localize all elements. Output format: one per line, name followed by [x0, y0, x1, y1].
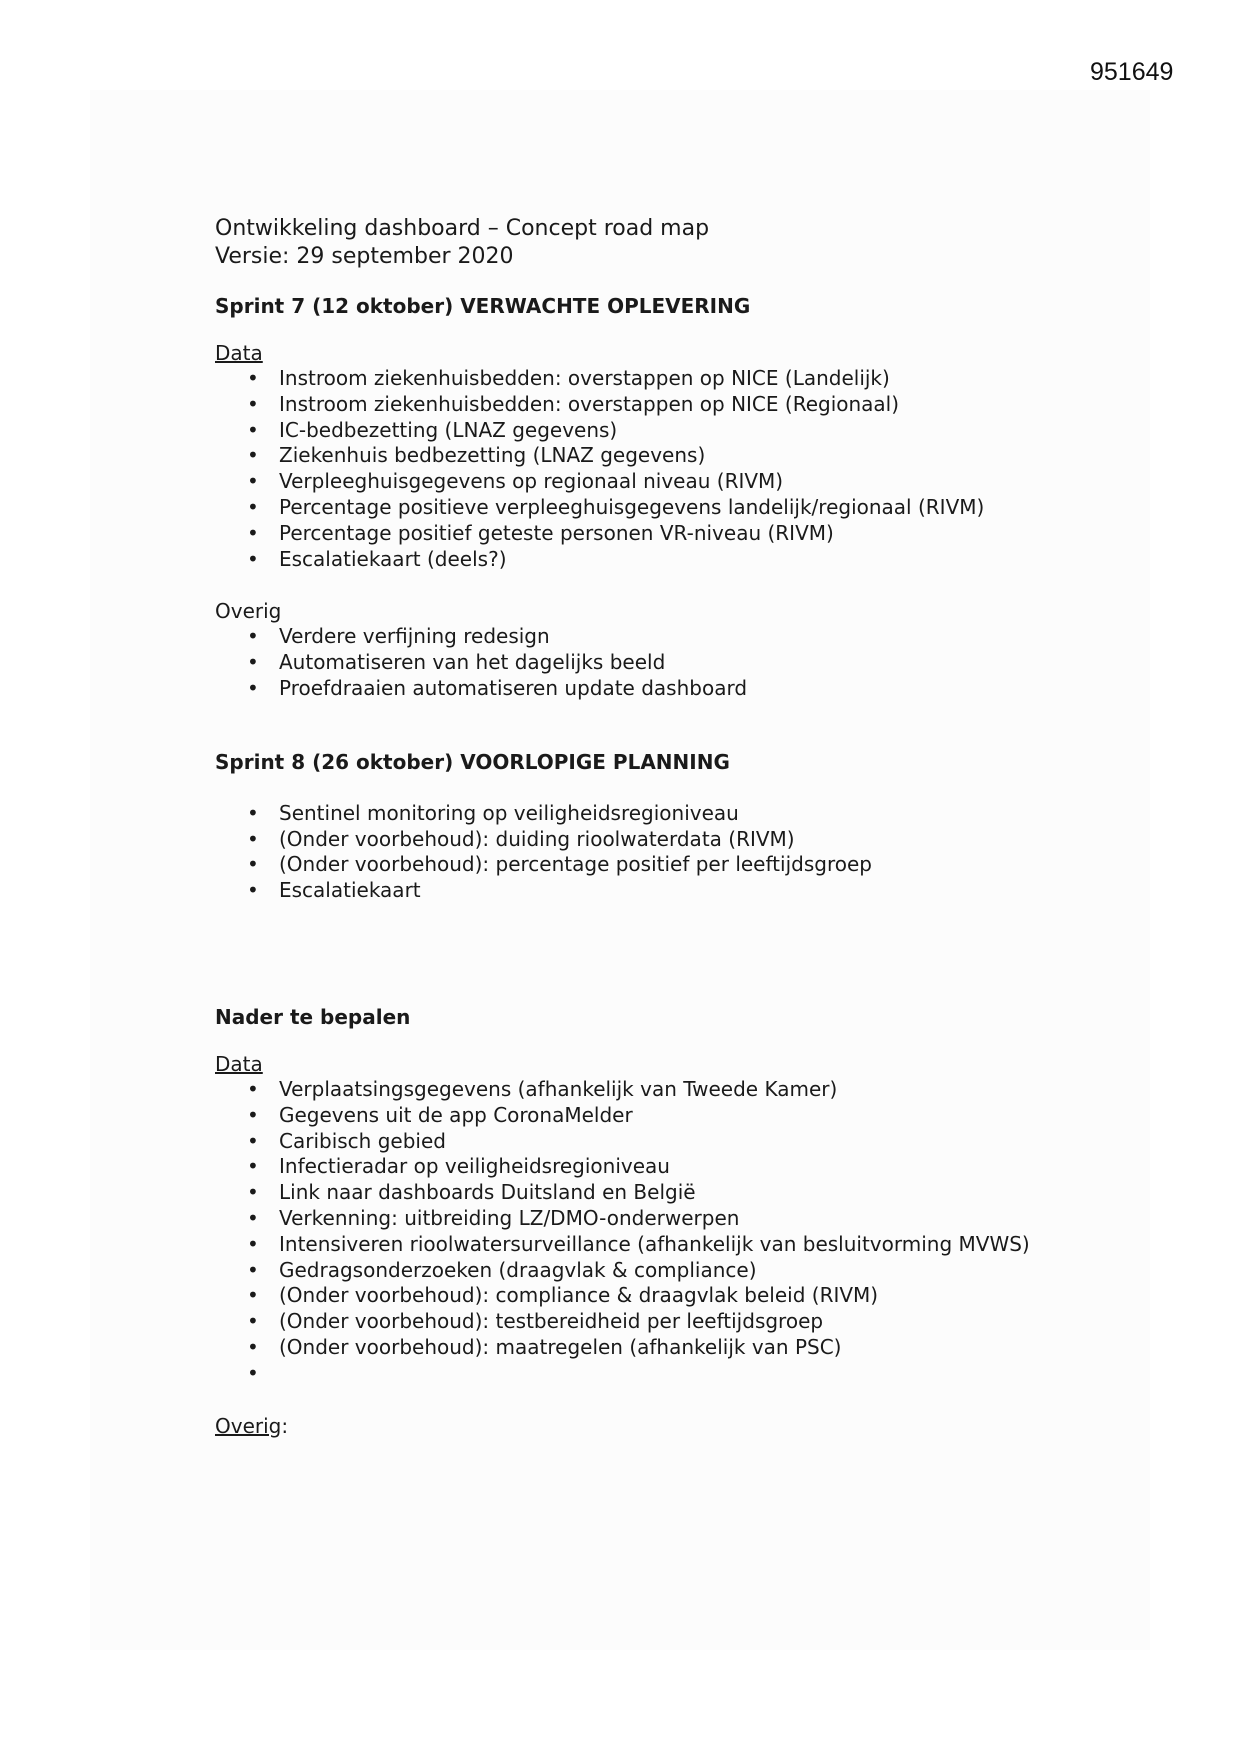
list-item: • Escalatiekaart (deels?): [215, 547, 1115, 573]
tbd-other-suffix: :: [281, 1413, 289, 1438]
list-item: • (Onder voorbehoud): maatregelen (afhankelijk van PSC): [215, 1335, 1115, 1361]
list-item: • Infectieradar op veiligheidsregioniveau: [215, 1154, 1115, 1180]
sprint8-list: [215, 801, 1115, 904]
list-item: • (Onder voorbehoud): percentage positief per leeftijdsgroep: [215, 852, 1115, 878]
list-item: • Verplaatsingsgegevens (afhankelijk van Tweede Kamer): [215, 1077, 1115, 1103]
sprint7-other-list: [215, 624, 1115, 701]
sprint8-heading: Sprint 8 (26 oktober) VOORLOPIGE PLANNING: [215, 749, 730, 774]
tbd-data-label: Data: [215, 1051, 263, 1076]
list-item: • (Onder voorbehoud): duiding rioolwaterdata (RIVM): [215, 827, 1115, 853]
list-item: • IC-bedbezetting (LNAZ gegevens): [215, 418, 1115, 444]
tbd-data-list: [215, 1077, 1115, 1387]
list-item: • Instroom ziekenhuisbedden: overstappen op NICE (Regionaal): [215, 392, 1115, 418]
list-item: • Intensiveren rioolwatersurveillance (afhankelijk van besluitvorming MVWS): [215, 1232, 1115, 1258]
list-item: • Percentage positieve verpleeghuisgegevens landelijk/regionaal (RIVM): [215, 495, 1115, 521]
sprint7-other-label: Overig: [215, 599, 282, 624]
list-item: • Caribisch gebied: [215, 1129, 1115, 1155]
document-title: Ontwikkeling dashboard – Concept road map: [215, 216, 710, 241]
list-item: • Ziekenhuis bedbezetting (LNAZ gegevens): [215, 443, 1115, 469]
list-item: • Proefdraaien automatiseren update dashboard: [215, 676, 1115, 702]
list-item: • Gegevens uit de app CoronaMelder: [215, 1103, 1115, 1129]
list-item: • Verdere verfijning redesign: [215, 624, 1115, 650]
tbd-heading: Nader te bepalen: [215, 1004, 411, 1029]
list-item: • Gedragsonderzoeken (draagvlak & compliance): [215, 1258, 1115, 1284]
sprint7-heading: Sprint 7 (12 oktober) VERWACHTE OPLEVERING: [215, 294, 751, 318]
tbd-other-label: Overig: [215, 1413, 282, 1438]
sprint7-data-list: [215, 366, 1115, 572]
document-number: 951649: [1090, 58, 1174, 86]
list-item: [215, 1361, 1115, 1387]
list-item: • Automatiseren van het dagelijks beeld: [215, 650, 1115, 676]
list-item: • Percentage positief geteste personen VR-niveau (RIVM): [215, 521, 1115, 547]
list-item: • Verpleeghuisgegevens op regionaal niveau (RIVM): [215, 469, 1115, 495]
list-item: • Verkenning: uitbreiding LZ/DMO-onderwerpen: [215, 1206, 1115, 1232]
document-body: [215, 215, 1115, 1439]
list-item: • (Onder voorbehoud): testbereidheid per leeftijdsgroep: [215, 1309, 1115, 1335]
document-version: Versie: 29 september 2020: [215, 244, 514, 269]
list-item: • (Onder voorbehoud): compliance & draagvlak beleid (RIVM): [215, 1283, 1115, 1309]
list-item: • Escalatiekaart: [215, 878, 1115, 904]
list-item: • Link naar dashboards Duitsland en België: [215, 1180, 1115, 1206]
list-item: • Instroom ziekenhuisbedden: overstappen op NICE (Landelijk): [215, 366, 1115, 392]
sprint7-data-label: Data: [215, 341, 263, 365]
tbd-other-label-line: [215, 1413, 1115, 1439]
list-item: • Sentinel monitoring op veiligheidsregioniveau: [215, 801, 1115, 827]
